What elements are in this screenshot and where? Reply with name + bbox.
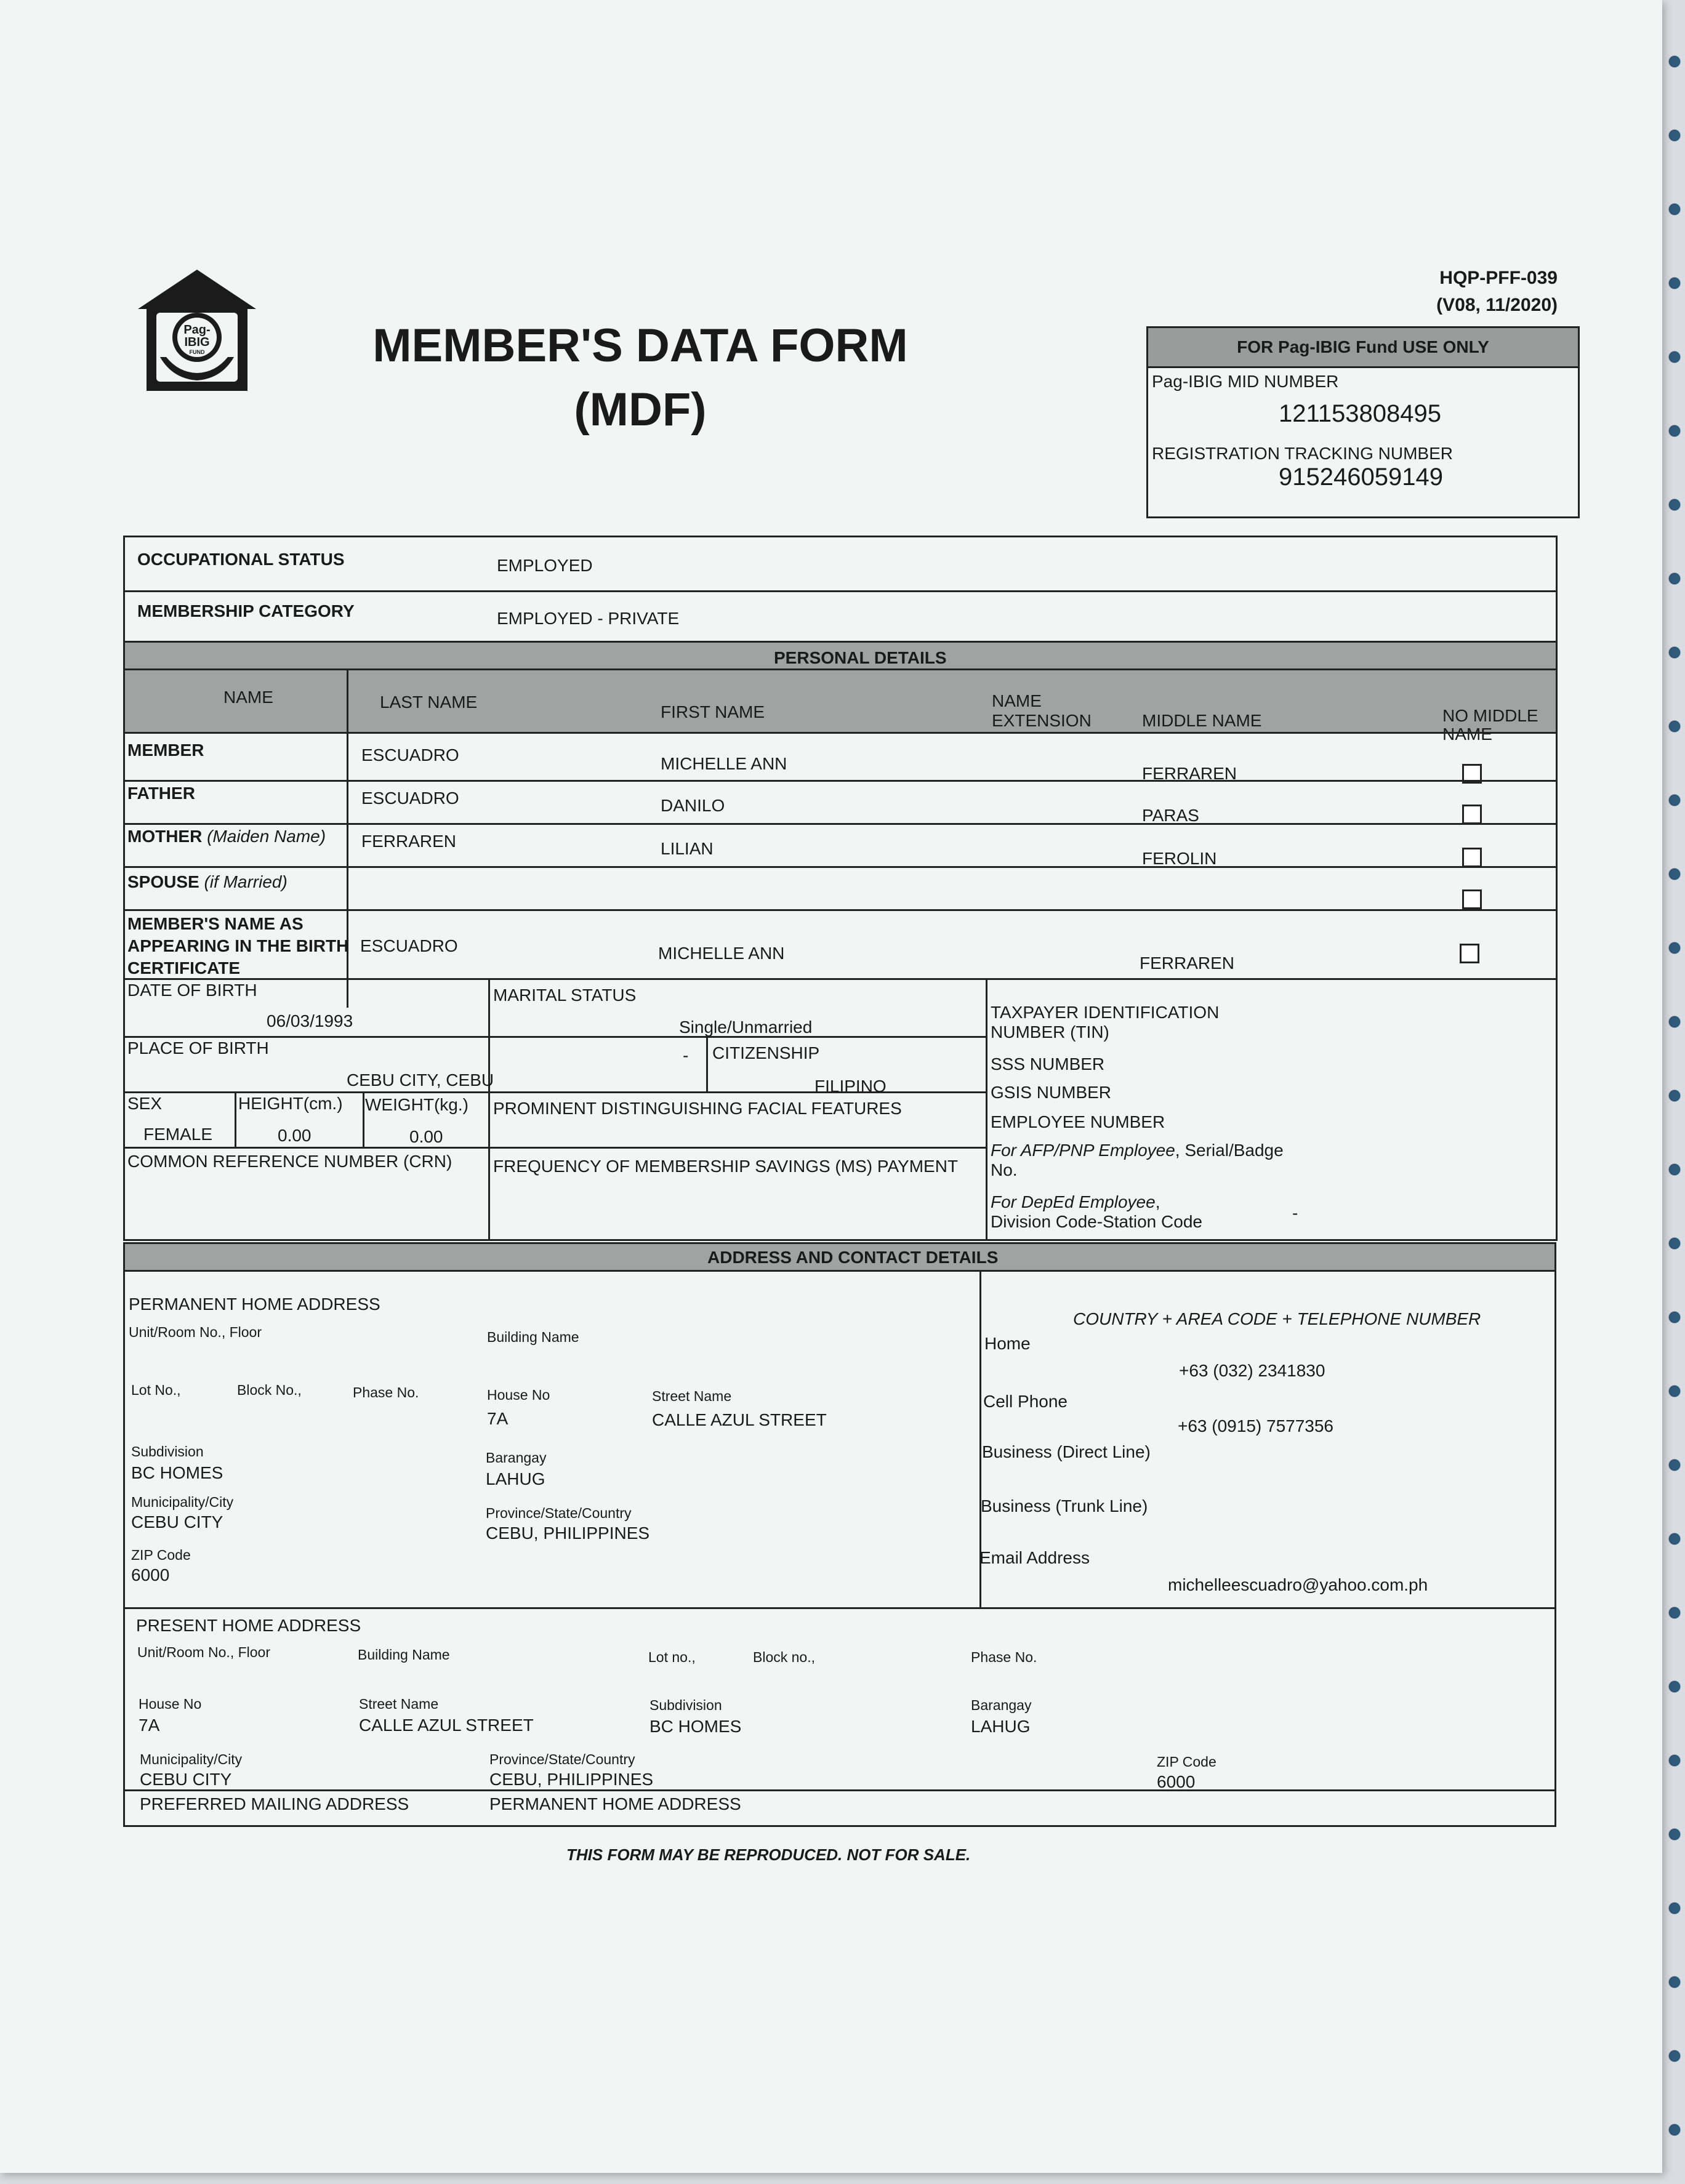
perm-block-label: Block No., xyxy=(237,1382,302,1398)
business-trunk-label: Business (Trunk Line) xyxy=(981,1496,1148,1516)
col-no-middle-1: NO MIDDLE xyxy=(1442,706,1538,725)
mid-label: Pag-IBIG MID NUMBER xyxy=(1152,372,1339,391)
perm-municipality-label: Municipality/City xyxy=(131,1494,234,1510)
pob-value: CEBU CITY, CEBU xyxy=(347,1070,494,1090)
business-direct-label: Business (Direct Line) xyxy=(982,1442,1151,1461)
perm-street-value: CALLE AZUL STREET xyxy=(652,1410,827,1429)
perm-subdivision-value: BC HOMES xyxy=(131,1463,223,1482)
pres-barangay-value: LAHUG xyxy=(971,1717,1031,1736)
perm-municipality-value: CEBU CITY xyxy=(131,1512,223,1532)
present-address-title: PRESENT HOME ADDRESS xyxy=(136,1616,361,1635)
col-name: NAME xyxy=(223,688,273,707)
mother-last-name: FERRAREN xyxy=(361,832,457,851)
mother-middle-name: FEROLIN xyxy=(1142,849,1217,868)
marital-status-label: MARITAL STATUS xyxy=(493,986,637,1005)
col-name-ext-2: EXTENSION xyxy=(992,711,1092,730)
form-code xyxy=(1436,265,1558,319)
pres-zip-value: 6000 xyxy=(1157,1772,1196,1791)
crn-label: COMMON REFERENCE NUMBER (CRN) xyxy=(127,1152,452,1171)
logo-text-3: FUND xyxy=(189,349,205,355)
perm-building-label: Building Name xyxy=(487,1329,579,1345)
pres-unit-label: Unit/Room No., Floor xyxy=(137,1644,271,1660)
ms-payment-label: FREQUENCY OF MEMBERSHIP SAVINGS (MS) PAYMENT xyxy=(493,1157,959,1176)
form-title xyxy=(369,314,911,442)
perm-street-label: Street Name xyxy=(652,1388,732,1404)
logo-text-2: IBIG xyxy=(184,335,210,349)
perm-house-label: House No xyxy=(487,1387,550,1403)
membership-category-label: MEMBERSHIP CATEGORY xyxy=(137,601,355,620)
pres-subdivision-value: BC HOMES xyxy=(649,1717,742,1736)
mother-no-middle-checkbox[interactable] xyxy=(1462,848,1482,867)
pres-phase-label: Phase No. xyxy=(971,1649,1037,1665)
occupational-status-label: OCCUPATIONAL STATUS xyxy=(137,550,345,569)
birthcert-no-middle-checkbox[interactable] xyxy=(1460,944,1479,963)
gsis-label: GSIS NUMBER xyxy=(991,1083,1112,1102)
permanent-address-title: PERMANENT HOME ADDRESS xyxy=(129,1295,380,1314)
logo-text-1: Pag- xyxy=(183,323,211,337)
rtn-label: REGISTRATION TRACKING NUMBER xyxy=(1152,444,1454,463)
weight-value: 0.00 xyxy=(409,1127,443,1146)
address-section-title: ADDRESS AND CONTACT DETAILS xyxy=(707,1248,999,1267)
personal-details-table xyxy=(123,536,1558,1241)
member-last-name: ESCUADRO xyxy=(361,745,459,765)
home-phone-label: Home xyxy=(984,1334,1031,1353)
pres-street-label: Street Name xyxy=(359,1696,439,1712)
personal-details-title: PERSONAL DETAILS xyxy=(774,648,947,667)
perm-zip-label: ZIP Code xyxy=(131,1547,191,1563)
pres-zip-label: ZIP Code xyxy=(1157,1754,1216,1770)
pres-house-label: House No xyxy=(139,1696,202,1712)
perm-subdivision-label: Subdivision xyxy=(131,1443,204,1459)
pres-municipality-value: CEBU CITY xyxy=(140,1770,232,1789)
col-middle-name: MIDDLE NAME xyxy=(1142,711,1262,730)
perm-unit-label: Unit/Room No., Floor xyxy=(129,1324,262,1340)
email-value: michelleescuadro@yahoo.com.ph xyxy=(1168,1575,1428,1594)
address-contact-table xyxy=(123,1242,1556,1827)
perm-zip-value: 6000 xyxy=(131,1565,170,1584)
row-mother-label: MOTHER (Maiden Name) xyxy=(127,827,326,846)
marital-status-value: Single/Unmarried xyxy=(679,1018,813,1037)
father-first-name: DANILO xyxy=(661,796,725,815)
tin-label-2: NUMBER (TIN) xyxy=(991,1022,1109,1042)
membership-category-value: EMPLOYED - PRIVATE xyxy=(497,609,680,628)
afp-label-2: No. xyxy=(991,1160,1018,1179)
dob-value: 06/03/1993 xyxy=(267,1011,353,1030)
citizenship-label: CITIZENSHIP xyxy=(712,1043,820,1062)
pres-barangay-label: Barangay xyxy=(971,1697,1032,1713)
title-line-2: (MDF) xyxy=(574,383,707,436)
perm-province-label: Province/State/Country xyxy=(486,1505,632,1521)
mother-first-name: LILIAN xyxy=(661,839,714,858)
form-code-number: HQP-PFF-039 xyxy=(1439,268,1558,288)
pres-lot-label: Lot no., xyxy=(648,1649,696,1665)
pagibig-logo xyxy=(135,265,259,394)
home-phone-value: +63 (032) 2341830 xyxy=(1179,1361,1325,1380)
form-version: (V08, 11/2020) xyxy=(1436,295,1558,315)
pres-subdivision-label: Subdivision xyxy=(649,1697,722,1713)
row-member-label: MEMBER xyxy=(127,741,204,760)
pres-province-value: CEBU, PHILIPPINES xyxy=(489,1770,654,1789)
pob-label: PLACE OF BIRTH xyxy=(127,1038,269,1058)
father-middle-name: PARAS xyxy=(1142,806,1199,825)
email-label: Email Address xyxy=(979,1548,1090,1567)
birthcert-last-name: ESCUADRO xyxy=(360,936,458,955)
pres-street-value: CALLE AZUL STREET xyxy=(359,1716,534,1735)
pres-municipality-label: Municipality/City xyxy=(140,1751,243,1767)
contact-header: COUNTRY + AREA CODE + TELEPHONE NUMBER xyxy=(1073,1309,1481,1328)
deped-dash: - xyxy=(1292,1203,1298,1222)
member-middle-name: FERRAREN xyxy=(1142,764,1237,783)
col-first-name: FIRST NAME xyxy=(661,702,765,721)
facial-features-label: PROMINENT DISTINGUISHING FACIAL FEATURES xyxy=(493,1099,902,1118)
mid-value: 121153808495 xyxy=(1279,400,1441,427)
pres-province-label: Province/State/Country xyxy=(489,1751,635,1767)
pres-building-label: Building Name xyxy=(358,1647,450,1663)
perm-province-value: CEBU, PHILIPPINES xyxy=(486,1524,650,1543)
afp-label: For AFP/PNP Employee, Serial/Badge xyxy=(991,1141,1284,1160)
birthcert-middle-name: FERRAREN xyxy=(1140,953,1235,973)
perm-lot-label: Lot No., xyxy=(131,1382,181,1398)
sex-label: SEX xyxy=(127,1094,163,1113)
deped-label-2: Division Code-Station Code xyxy=(991,1212,1202,1231)
spouse-no-middle-checkbox[interactable] xyxy=(1462,889,1482,909)
row-father-label: FATHER xyxy=(127,784,195,803)
pob-dash: - xyxy=(683,1046,689,1065)
use-only-box xyxy=(1146,326,1580,518)
tin-label-1: TAXPAYER IDENTIFICATION xyxy=(991,1003,1220,1022)
sss-label: SSS NUMBER xyxy=(991,1054,1105,1074)
row-birthcert-label-1: MEMBER'S NAME AS xyxy=(127,914,304,933)
perm-barangay-label: Barangay xyxy=(486,1450,547,1466)
use-only-header: FOR Pag-IBIG Fund USE ONLY xyxy=(1148,328,1578,368)
weight-label: WEIGHT(kg.) xyxy=(365,1095,469,1114)
perm-house-value: 7A xyxy=(487,1409,509,1428)
col-name-ext-1: NAME xyxy=(992,691,1042,710)
pres-house-value: 7A xyxy=(139,1716,160,1735)
col-last-name: LAST NAME xyxy=(380,693,478,712)
mailing-address-label: PREFERRED MAILING ADDRESS xyxy=(140,1794,409,1813)
row-birthcert-label-2: APPEARING IN THE BIRTH xyxy=(127,936,349,955)
mailing-address-value: PERMANENT HOME ADDRESS xyxy=(489,1794,741,1813)
cell-phone-label: Cell Phone xyxy=(983,1392,1068,1411)
dob-label: DATE OF BIRTH xyxy=(127,981,257,1000)
deped-label: For DepEd Employee, xyxy=(991,1192,1160,1211)
rtn-value: 915246059149 xyxy=(1279,464,1443,491)
row-spouse-label: SPOUSE (if Married) xyxy=(127,872,288,891)
citizenship-value: FILIPINO xyxy=(814,1077,887,1096)
member-first-name: MICHELLE ANN xyxy=(661,754,787,773)
father-no-middle-checkbox[interactable] xyxy=(1462,805,1482,824)
father-last-name: ESCUADRO xyxy=(361,789,459,808)
employee-number-label: EMPLOYEE NUMBER xyxy=(991,1112,1165,1131)
height-value: 0.00 xyxy=(278,1126,312,1145)
row-birthcert-label-3: CERTIFICATE xyxy=(127,958,241,978)
footer-note: THIS FORM MAY BE REPRODUCED. NOT FOR SALE. xyxy=(566,1845,971,1864)
perm-phase-label: Phase No. xyxy=(353,1384,419,1400)
occupational-status-value: EMPLOYED xyxy=(497,556,593,575)
title-line-1: MEMBER'S DATA FORM xyxy=(372,319,908,372)
perm-barangay-value: LAHUG xyxy=(486,1469,545,1488)
sex-value: FEMALE xyxy=(143,1125,213,1144)
birthcert-first-name: MICHELLE ANN xyxy=(658,944,785,963)
height-label: HEIGHT(cm.) xyxy=(238,1094,343,1113)
col-no-middle-2: NAME xyxy=(1442,725,1492,744)
cell-phone-value: +63 (0915) 7577356 xyxy=(1178,1416,1333,1435)
pres-block-label: Block no., xyxy=(753,1649,815,1665)
